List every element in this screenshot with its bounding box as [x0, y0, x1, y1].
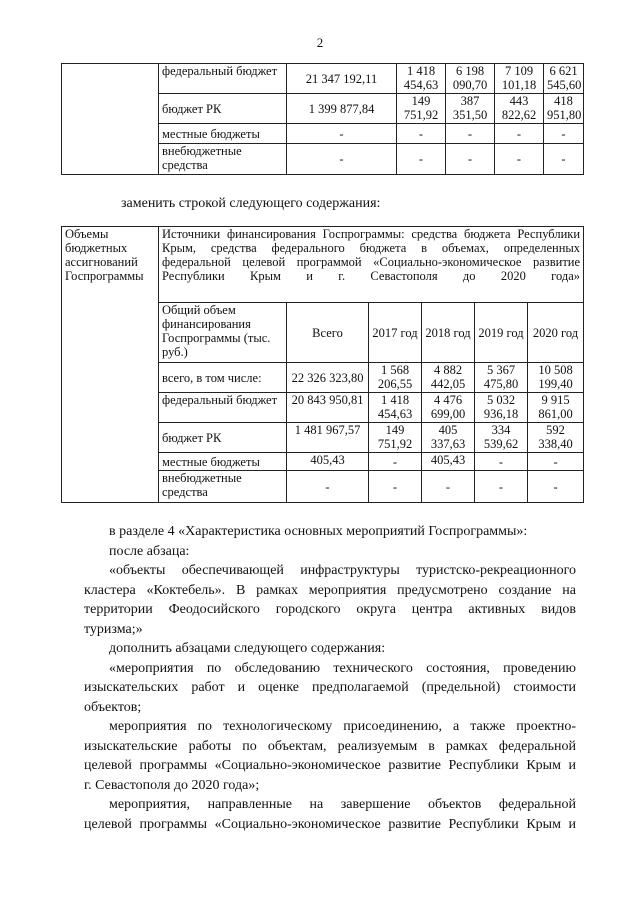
page-number: 2 [316, 35, 324, 50]
replace-instruction: заменить строкой следующего содержания: [121, 196, 381, 211]
cell-2017: - [369, 453, 422, 471]
cell-2018: 6 198 090,70 [446, 64, 495, 94]
cell-2019: - [495, 144, 544, 175]
cell-2018: 4 476 699,00 [422, 393, 475, 423]
row-label: бюджет РК [159, 423, 287, 453]
cell-total: - [287, 144, 397, 175]
cell-2019: 334 539,62 [475, 423, 528, 453]
cell-2019: 5 367 475,80 [475, 363, 528, 393]
section-line: в разделе 4 «Характеристика основных мероприятий Госпрограммы»: [109, 524, 528, 539]
cell-2017: 149 751,92 [369, 423, 422, 453]
row-label: внебюджетные средства [159, 471, 287, 503]
paragraph-line: изыскательских работ и оценке предполагаемой (предельной) стоимости [84, 680, 576, 695]
paragraph-line: г. Севастополя до 2020 года»; [84, 777, 260, 793]
row-label: бюджет РК [159, 94, 287, 124]
budget-allocation-label: Объемы бюджетных ассигнований Госпрограммы [62, 227, 159, 503]
row-label: внебюджетные средства [159, 144, 287, 175]
cell-2020: - [544, 124, 584, 144]
cell-2019: 443 822,62 [495, 94, 544, 124]
cell-2020: - [544, 144, 584, 175]
cell-2017: - [397, 144, 446, 175]
paragraph-line: изыскательские работы по объектам, реализуемым в рамках федеральной [84, 738, 576, 754]
cell-2020: 10 508 199,40 [528, 363, 584, 393]
cell-total: 1 399 877,84 [287, 94, 397, 124]
cell-total: - [287, 471, 369, 503]
cell-2018: 405,43 [422, 453, 475, 471]
after-line: после абзаца: [109, 543, 190, 559]
empty-cell [62, 64, 159, 175]
row-label: всего, в том числе: [159, 363, 287, 393]
table-row [62, 64, 584, 94]
cell-2020: 6 621 545,60 [544, 64, 584, 94]
row-label: федеральный бюджет [159, 393, 287, 423]
cell-2018: - [446, 124, 495, 144]
cell-2017: - [369, 471, 422, 503]
paragraph-line: «мероприятия по обследованию технического состояния, проведению [109, 660, 576, 676]
paragraph-line: целевой программы «Социально-экономическое развитие Республики Крым и [84, 816, 576, 832]
header-2018: 2018 год [422, 303, 475, 363]
cell-2017: 149 751,92 [397, 94, 446, 124]
row-label: федеральный бюджет [159, 64, 287, 94]
cell-2020: 9 915 861,00 [528, 393, 584, 423]
cell-2018: 4 882 442,05 [422, 363, 475, 393]
quote-line: туризма;» [84, 621, 143, 637]
old-funding-table [61, 63, 584, 175]
cell-total: - [287, 124, 397, 144]
cell-total: 20 843 950,81 [287, 393, 369, 423]
row-label: местные бюджеты [159, 124, 287, 144]
new-funding-table [61, 226, 584, 503]
cell-2019: - [475, 471, 528, 503]
funding-sources-text: Источники финансирования Госпрограммы: средства бюджета Республики Крым, средства федерального бюджета в объемах, определенных федеральной целевой программой «Социально-экономическое развитие Республики Крым и г. Севастополя до 2020 года» [159, 227, 584, 303]
cell-2019: 5 032 936,18 [475, 393, 528, 423]
cell-2018: 387 351,50 [446, 94, 495, 124]
header-2017: 2017 год [369, 303, 422, 363]
cell-2017: 1 568 206,55 [369, 363, 422, 393]
cell-2019: 7 109 101,18 [495, 64, 544, 94]
cell-2020: - [528, 471, 584, 503]
cell-2020: - [528, 453, 584, 471]
cell-2018: - [446, 144, 495, 175]
cell-2017: 1 418 454,63 [369, 393, 422, 423]
row-label: местные бюджеты [159, 453, 287, 471]
cell-total: 1 481 967,57 [287, 423, 369, 453]
cell-2019: - [495, 124, 544, 144]
cell-total: 22 326 323,80 [287, 363, 369, 393]
cell-2020: 418 951,80 [544, 94, 584, 124]
paragraph-line: целевой программы «Социально-экономическое развитие Республики Крым и [84, 758, 576, 773]
header-2019: 2019 год [475, 303, 528, 363]
paragraph-line: мероприятия по технологическому присоединению, а также проектно- [109, 719, 576, 734]
add-line: дополнить абзацами следующего содержания: [109, 641, 386, 656]
cell-2020: 592 338,40 [528, 423, 584, 453]
cell-total: 21 347 192,11 [287, 64, 397, 94]
cell-2019: - [475, 453, 528, 471]
quote-line: территории Феодосийского городского округа центра активных видов [84, 602, 576, 617]
sources-row [62, 227, 584, 303]
header-label: Общий объем финансирования Госпрограммы (тыс. руб.) [159, 303, 287, 363]
cell-total: 405,43 [287, 453, 369, 471]
cell-2018: - [422, 471, 475, 503]
body-text [84, 522, 576, 834]
quote-line: кластера «Коктебель». В рамках мероприятия предусмотрено создание на [84, 582, 576, 598]
header-total: Всего [287, 303, 369, 363]
paragraph-line: объектов; [84, 699, 142, 715]
paragraph-line: мероприятия, направленные на завершение объектов федеральной [109, 797, 576, 812]
header-2020: 2020 год [528, 303, 584, 363]
quote-line: «объекты обеспечивающей инфраструктуры туристско-рекреационного [109, 563, 576, 578]
cell-2018: 405 337,63 [422, 423, 475, 453]
cell-2017: - [397, 124, 446, 144]
cell-2017: 1 418 454,63 [397, 64, 446, 94]
